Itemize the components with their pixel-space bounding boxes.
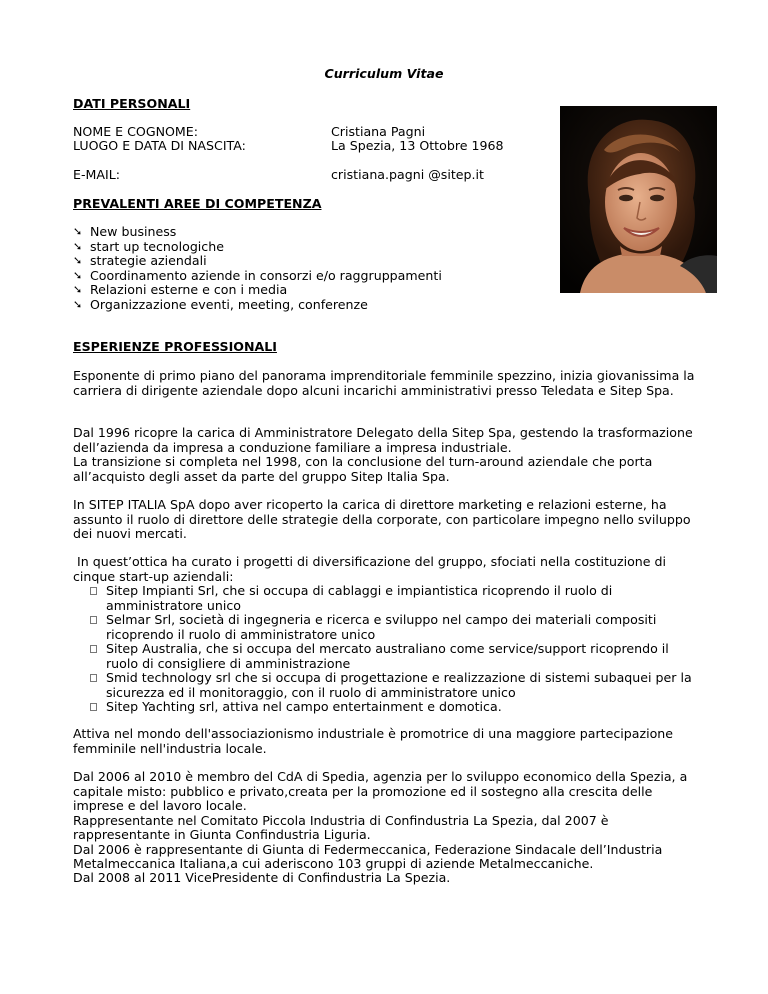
paragraph-incarichi: Dal 2006 al 2010 è membro del CdA di Spedia, agenzia per lo sviluppo economico della Spezia, a capitale misto: pubblico e privato,creata per la promozione ed il sostegno alla crescita delle imprese e del lavoro locale. Rappresentante nel Comitato Piccola Industria di Confindustria La Spezia, dal 2007 è rappresentante in Giunta Confindustria Liguria. Dal 2006 è rappresentante di Giunta di Federmeccanica, Federazione Sindacale dell’Industria Metalmeccanica Italiana,a cui aderiscono 103 gruppi di aziende Metalmeccaniche. [73, 769, 688, 871]
portrait-photo [560, 106, 717, 293]
paragraph-intro: Esponente di primo piano del panorama imprenditoriale femminile spezzino, inizia giovanissima la carriera di dirigente aziendale dopo alcuni incarichi amministrativi presso Teledata e Sitep Spa. [73, 368, 695, 398]
list-item: ➘ Organizzazione eventi, meeting, conferenze [73, 296, 368, 312]
arrow-down-right-icon: ➘ [73, 297, 83, 311]
list-item: ➘ Coordinamento aziende in consorzi e/o raggruppamenti [73, 267, 442, 283]
arrow-down-right-icon: ➘ [73, 283, 83, 296]
competenze-list [73, 225, 442, 312]
paragraph-amministratore: Dal 1996 ricopre la carica di Amministratore Delegato della Sitep Spa, gestendo la trasformazione dell’azienda da impresa a conduzione familiare a impresa industriale. La transizione si completa nel 1998, con la conclusione del turn-around aziendale che porta all’acquisto degli asset da parte del gruppo Sitep Italia Spa. [73, 425, 693, 484]
arrow-down-right-icon: ➘ [73, 268, 83, 282]
checkbox-square-icon [90, 645, 97, 653]
section-heading-dati-personali: DATI PERSONALI [73, 96, 191, 111]
label-email: E-MAIL: [73, 167, 120, 182]
value-nome-cognome: Cristiana Pagni [331, 124, 426, 139]
arrow-down-right-icon: ➘ [73, 254, 83, 267]
section-heading-competenze: PREVALENTI AREE DI COMPETENZA [73, 196, 322, 211]
list-item: Sitep Yachting srl, attiva nel campo entertainment e domotica. [73, 700, 703, 715]
label-luogo-data-nascita: LUOGO E DATA DI NASCITA: [73, 138, 246, 153]
value-luogo-data-nascita: La Spezia, 13 Ottobre 1968 [331, 138, 504, 153]
paragraph-associazionismo: Attiva nel mondo dell'associazionismo industriale è promotrice di una maggiore partecipazione femminile nell'industria locale. [73, 726, 674, 756]
list-item: Sitep Australia, che si occupa del mercato australiano come service/support ricoprendo il ruolo di consigliere di amministrazione [73, 642, 703, 671]
list-item: Selmar Srl, società di ingegneria e ricerca e sviluppo nel campo dei materiali compositi ricoprendo il ruolo di amministratore unico [73, 613, 703, 642]
startup-list [73, 584, 703, 715]
list-item: ➘ New business [73, 224, 177, 239]
list-item: ➘ strategie aziendali [73, 253, 207, 268]
section-heading-esperienze: ESPERIENZE PROFESSIONALI [73, 339, 277, 354]
document-title: Curriculum Vitae [324, 66, 444, 81]
checkbox-square-icon [90, 616, 97, 624]
list-item: Smid technology srl che si occupa di progettazione e realizzazione di sistemi subaquei per la sicurezza ed il monitoraggio, con il ruolo di amministratore unico [73, 671, 703, 700]
list-item: ➘ start up tecnologiche [73, 238, 224, 254]
label-nome-cognome: NOME E COGNOME: [73, 124, 198, 139]
checkbox-square-icon [90, 703, 97, 711]
arrow-down-right-icon: ➘ [73, 239, 83, 253]
list-item: Sitep Impianti Srl, che si occupa di cablaggi e impiantistica ricoprendo il ruolo di amministratore unico [73, 584, 703, 613]
paragraph-sitep-italia: In SITEP ITALIA SpA dopo aver ricoperto la carica di direttore marketing e relazioni esterne, ha assunto il ruolo di direttore delle strategie della corporate, con particolare impegno nello sviluppo dei nuovi mercati. [73, 497, 691, 541]
list-item: ➘ Relazioni esterne e con i media [73, 282, 288, 297]
arrow-down-right-icon: ➘ [73, 225, 83, 238]
checkbox-square-icon [90, 587, 97, 595]
checkbox-square-icon [90, 674, 97, 682]
paragraph-vicepresidente: Dal 2008 al 2011 VicePresidente di Confindustria La Spezia. [73, 870, 451, 885]
paragraph-diversificazione: In quest’ottica ha curato i progetti di diversificazione del gruppo, sfociati nella costituzione di cinque start-up aziendali: [73, 554, 671, 584]
value-email: cristiana.pagni @sitep.it [331, 167, 484, 182]
